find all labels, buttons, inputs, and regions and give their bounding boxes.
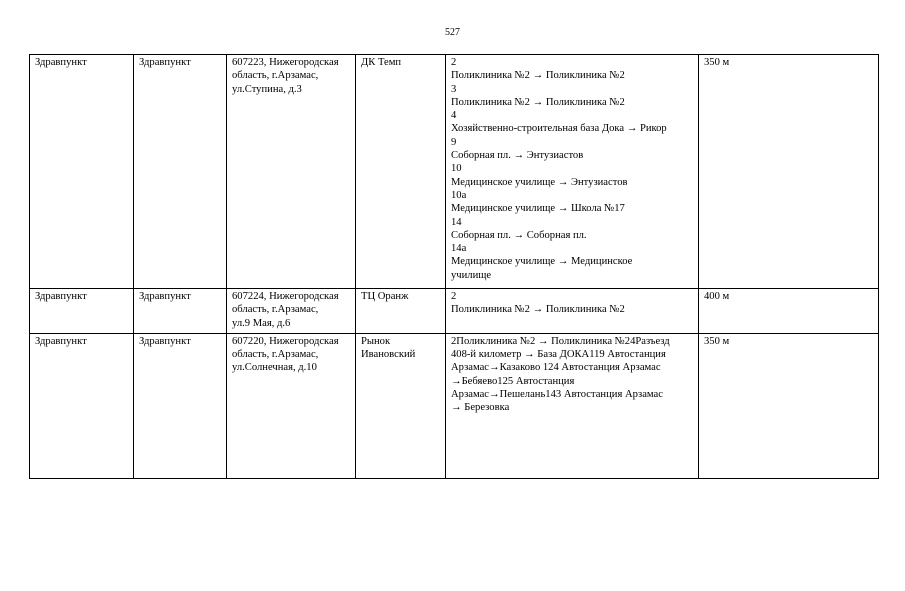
facility-name-cell: [134, 333, 227, 478]
route-line: Медицинское училище → Энтузиастов: [451, 176, 628, 188]
route-line: Медицинское училище → Медицинское: [451, 256, 633, 268]
address-line: область, г.Арзамас,: [232, 70, 319, 82]
distance-cell: [699, 55, 879, 289]
address-cell: [227, 333, 356, 478]
facility-name-cell: [134, 55, 227, 289]
route-line: Соборная пл. → Энтузиастов: [451, 150, 584, 162]
distance: 350 м: [704, 57, 730, 68]
route-line: 3: [451, 83, 457, 95]
distance-cell: [699, 333, 879, 478]
distance: 400 м: [704, 291, 730, 302]
address-line: ул.Ступина, д.3: [232, 83, 302, 95]
stop-name: ДК Темп: [361, 57, 402, 68]
route-line: Соборная пл. → Соборная пл.: [451, 229, 587, 241]
route-line: → Березовка: [451, 402, 510, 414]
address-line: область, г.Арзамас,: [232, 304, 319, 316]
route-line: →Бебяево125 Автостанция: [451, 375, 575, 387]
route-line: 10а: [451, 189, 467, 201]
address-cell: [227, 55, 356, 289]
route-line: 10: [451, 163, 462, 175]
route-line: Хозяйственно-строительная база Дока → Рикор: [451, 123, 667, 135]
facility-name-cell: [134, 289, 227, 334]
route-line: 2: [451, 291, 457, 302]
address-line: 607223, Нижегородская: [232, 57, 339, 68]
routes-cell: [446, 333, 699, 478]
address-line: ул.Солнечная, д.10: [232, 362, 317, 374]
stop-cell: [356, 289, 446, 334]
distance-cell: [699, 289, 879, 334]
stop-name-line: Рынок: [361, 335, 391, 347]
routes-cell: [446, 55, 699, 289]
facilities-table: [29, 54, 879, 479]
address-cell: [227, 289, 356, 334]
stop-cell: [356, 55, 446, 289]
table-row: [30, 55, 879, 289]
facility-name: Здравпункт: [139, 57, 191, 68]
table-row: [30, 289, 879, 334]
facility-type: Здравпункт: [35, 57, 87, 68]
facility-name: Здравпункт: [139, 335, 191, 347]
routes-cell: [446, 289, 699, 334]
route-line: Арзамас→Пешелань143 Автостанция Арзамас: [451, 389, 663, 401]
facility-type-cell: [30, 333, 134, 478]
facility-type: Здравпункт: [35, 335, 87, 347]
page-number: 527: [445, 27, 460, 38]
stop-cell: [356, 333, 446, 478]
route-line: училище: [451, 269, 492, 281]
stop-name: ТЦ Оранж: [361, 291, 409, 302]
route-line: Поликлиника №2 → Поликлиника №2: [451, 96, 625, 108]
facility-type-cell: [30, 289, 134, 334]
route-line: Поликлиника №2 → Поликлиника №2: [451, 304, 625, 316]
route-line: 14а: [451, 243, 467, 255]
route-line: Медицинское училище → Школа №17: [451, 203, 625, 215]
address-line: ул.9 Мая, д.6: [232, 317, 291, 329]
route-line: 4: [451, 110, 457, 122]
route-line: Арзамас→Казаково 124 Автостанция Арзамас: [451, 362, 661, 374]
route-line: 408-й километр → База ДОКА119 Автостанция: [451, 349, 666, 361]
address-line: 607224, Нижегородская: [232, 291, 339, 302]
route-line: Поликлиника №2 → Поликлиника №2: [451, 70, 625, 82]
table-row: [30, 333, 879, 478]
address-line: 607220, Нижегородская: [232, 335, 339, 347]
facility-type-cell: [30, 55, 134, 289]
distance: 350 м: [704, 335, 730, 347]
route-line: 2Поликлиника №2 → Поликлиника №24Разъезд: [451, 335, 670, 347]
route-line: 2: [451, 57, 457, 68]
route-line: 9: [451, 136, 457, 148]
facility-type: Здравпункт: [35, 291, 87, 302]
facility-name: Здравпункт: [139, 291, 191, 302]
route-line: 14: [451, 216, 462, 228]
stop-name-line: Ивановский: [361, 349, 416, 361]
address-line: область, г.Арзамас,: [232, 349, 319, 361]
